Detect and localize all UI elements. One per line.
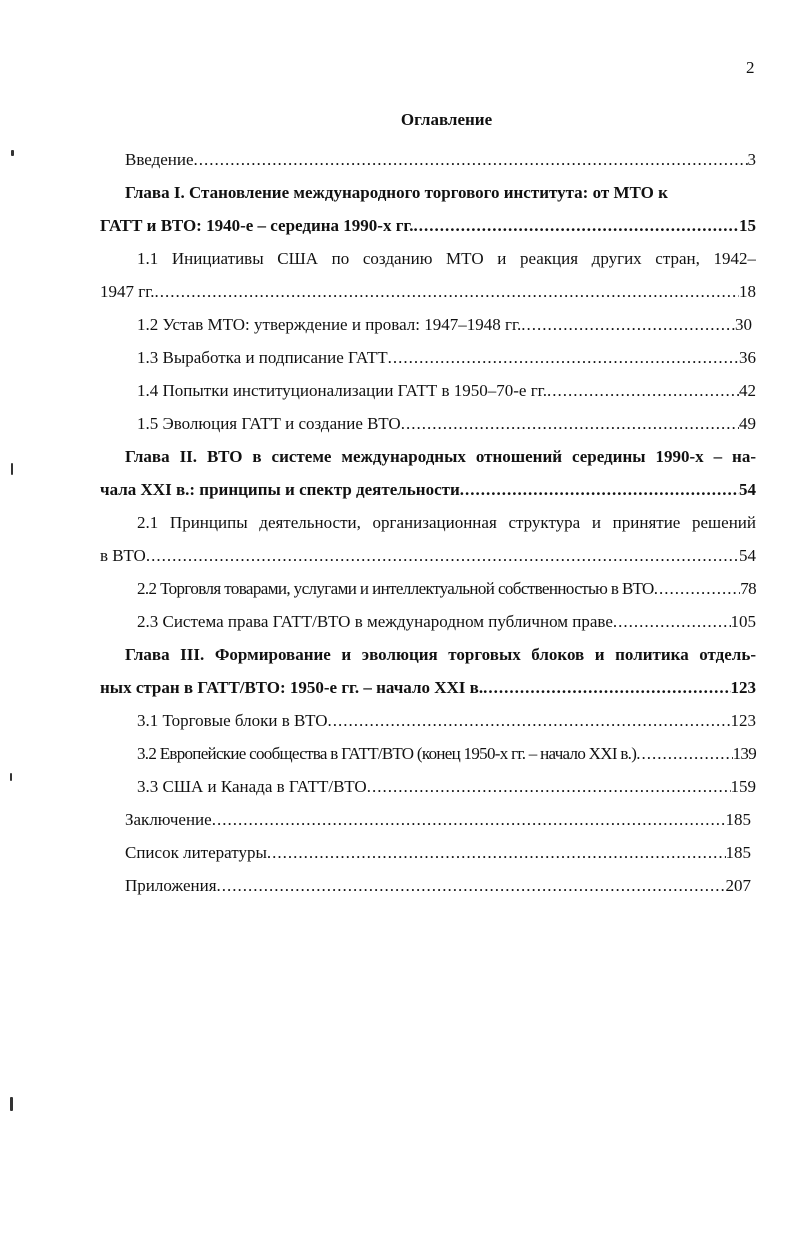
toc-page: 159 — [730, 777, 756, 796]
toc-entry-section-3-3[interactable] — [100, 770, 756, 803]
toc-entry-chapter-3-line2[interactable] — [100, 671, 756, 704]
toc-page: 49 — [739, 414, 756, 433]
scan-speck — [10, 773, 12, 781]
toc-page: 42 — [739, 381, 756, 400]
dot-leader — [654, 572, 740, 605]
toc-entry-section-1-1-line2[interactable] — [100, 275, 756, 308]
dot-leader — [388, 341, 739, 374]
toc-page: 78 — [740, 579, 756, 598]
toc-label: 1947 гг. — [100, 282, 155, 301]
dot-leader — [217, 869, 726, 902]
toc-label: 3.1 Торговые блоки в ВТО — [137, 711, 328, 730]
toc-entry-intro[interactable] — [100, 143, 756, 176]
toc-label: в ВТО — [100, 546, 146, 565]
toc-entry-chapter-1-line1[interactable] — [100, 176, 756, 209]
toc-page: 123 — [730, 678, 756, 697]
toc-label: ГАТТ и ВТО: 1940-е – середина 1990-х гг. — [100, 216, 414, 235]
toc-entry-section-1-4[interactable] — [100, 374, 756, 407]
toc-label: ных стран в ГАТТ/ВТО: 1950-е гг. – начало XXI в. — [100, 678, 484, 697]
toc-entry-section-2-1-line1[interactable] — [100, 506, 756, 539]
toc-page: 207 — [725, 876, 751, 895]
toc-page: 185 — [725, 843, 751, 862]
dot-leader — [547, 374, 739, 407]
toc-label: 1.1 Инициативы США по созданию МТО и реакция других стран, 1942– — [137, 249, 756, 268]
toc-page: 123 — [730, 711, 756, 730]
toc-label: 2.1 Принципы деятельности, организационная структура и принятие решений — [137, 513, 756, 532]
table-of-contents — [100, 143, 756, 902]
toc-label: 1.4 Попытки институционализации ГАТТ в 1950–70-е гг. — [137, 381, 547, 400]
toc-label: 3.3 США и Канада в ГАТТ/ВТО — [137, 777, 367, 796]
toc-label: Заключение — [125, 810, 212, 829]
toc-page: 18 — [739, 282, 756, 301]
page-number: 2 — [746, 58, 755, 77]
toc-entry-chapter-2-line1[interactable] — [100, 440, 756, 473]
toc-page: 3 — [747, 150, 756, 169]
toc-title: Оглавление — [400, 110, 493, 129]
dot-leader — [613, 605, 731, 638]
scan-speck — [11, 463, 13, 475]
toc-label: 3.2 Европейские сообщества в ГАТТ/ВТО (конец 1950-х гг. – начало XXI в.) — [137, 744, 637, 763]
toc-label: Глава III. Формирование и эволюция торговых блоков и политика отдель- — [125, 645, 756, 664]
dot-leader — [212, 803, 726, 836]
toc-label: 2.3 Система права ГАТТ/ВТО в международном публичном праве — [137, 612, 613, 631]
dot-leader — [367, 770, 731, 803]
toc-entry-bibliography[interactable] — [100, 836, 751, 869]
toc-entry-section-1-5[interactable] — [100, 407, 756, 440]
dot-leader — [401, 407, 739, 440]
dot-leader — [414, 209, 740, 242]
toc-label: 1.3 Выработка и подписание ГАТТ — [137, 348, 388, 367]
toc-entry-conclusion[interactable] — [100, 803, 751, 836]
toc-entry-section-1-2[interactable] — [100, 308, 752, 341]
dot-leader — [460, 473, 739, 506]
dot-leader — [194, 143, 748, 176]
toc-page: 54 — [739, 480, 756, 499]
toc-label: чала XXI в.: принципы и спектр деятельности — [100, 480, 460, 499]
toc-label: Глава I. Становление международного торгового института: от МТО к — [125, 183, 668, 202]
toc-label: Список литературы — [125, 843, 267, 862]
dot-leader — [483, 671, 730, 704]
toc-label: Введение — [125, 150, 194, 169]
dot-leader — [521, 308, 735, 341]
toc-page: 30 — [735, 315, 752, 334]
toc-entry-section-3-1[interactable] — [100, 704, 756, 737]
dot-leader — [636, 737, 732, 770]
toc-entry-section-2-1-line2[interactable] — [100, 539, 756, 572]
toc-label: Приложения — [125, 876, 217, 895]
toc-entry-chapter-2-line2[interactable] — [100, 473, 756, 506]
toc-label: 1.2 Устав МТО: утверждение и провал: 1947–1948 гг. — [137, 315, 522, 334]
toc-page: 54 — [739, 546, 756, 565]
scan-speck — [11, 150, 14, 156]
toc-page: 36 — [739, 348, 756, 367]
toc-label: Глава II. ВТО в системе международных отношений середины 1990-х – на- — [125, 447, 756, 466]
toc-entry-chapter-1-line2[interactable] — [100, 209, 756, 242]
toc-label: 2.2 Торговля товарами, услугами и интеллектуальной собственностью в ВТО — [137, 579, 654, 598]
toc-entry-section-1-3[interactable] — [100, 341, 756, 374]
toc-page: 15 — [739, 216, 756, 235]
toc-entry-section-1-1-line1[interactable] — [100, 242, 756, 275]
toc-label: 1.5 Эволюция ГАТТ и создание ВТО — [137, 414, 401, 433]
toc-entry-section-2-3[interactable] — [100, 605, 756, 638]
dot-leader — [267, 836, 726, 869]
toc-entry-chapter-3-line1[interactable] — [100, 638, 756, 671]
scan-speck — [10, 1097, 13, 1111]
toc-entry-appendices[interactable] — [100, 869, 751, 902]
toc-entry-section-2-2[interactable] — [100, 572, 756, 605]
dot-leader — [155, 275, 739, 308]
toc-page: 105 — [730, 612, 756, 631]
toc-page: 185 — [725, 810, 751, 829]
toc-page: 139 — [732, 744, 756, 763]
dot-leader — [328, 704, 731, 737]
toc-entry-section-3-2[interactable] — [100, 737, 756, 770]
dot-leader — [146, 539, 739, 572]
